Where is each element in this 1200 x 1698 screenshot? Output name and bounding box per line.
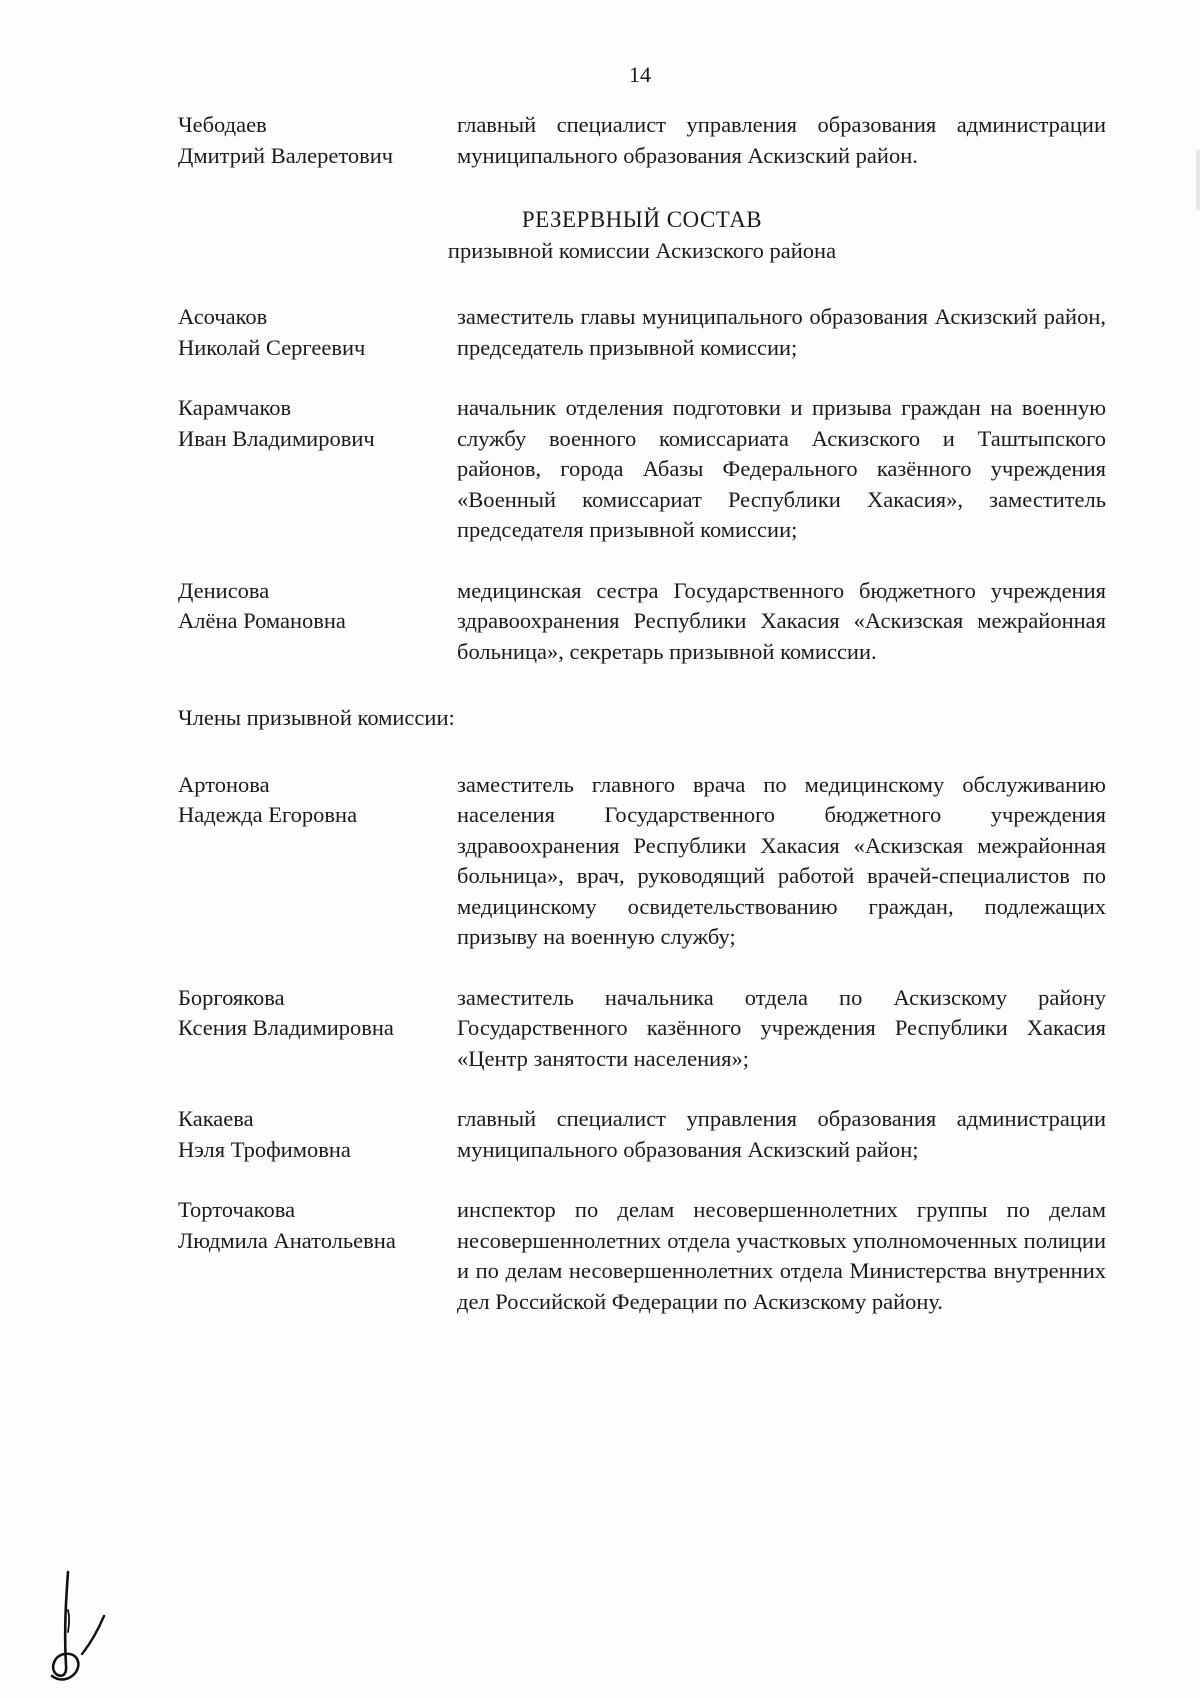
person-entry bbox=[178, 770, 1106, 953]
person-name bbox=[178, 576, 457, 668]
position-description: заместитель главного врача по медицинскому обслуживанию населения Государственного бюджетного учреждения здравоохранения Республики Хакасия «Аскизская межрайонная больница», врач, руководящий работой врачей-специалистов по медицинскому освидетельствованию граждан, подлежащих призыву на военную службу; bbox=[457, 771, 1106, 949]
given-names: Ксения Владимировна bbox=[178, 1015, 394, 1040]
members-label: Члены призывной комиссии: bbox=[178, 705, 455, 730]
surname: Артонова bbox=[178, 771, 270, 797]
given-names: Надежда Егоровна bbox=[178, 802, 358, 827]
position-description: начальник отделения подготовки и призыва граждан на военную службу военного комиссариата Аскизского и Таштыпского районов, города Абазы Федерального казённого учреждения «Военный комиссариат Республики Хакасия», заместитель председателя призывной комиссии; bbox=[457, 395, 1106, 542]
person-name bbox=[178, 1195, 457, 1317]
position-description: главный специалист управления образования администрации муниципального образования Аскизский район. bbox=[457, 112, 1106, 168]
surname: Денисова bbox=[178, 577, 270, 603]
given-names: Людмила Анатольевна bbox=[178, 1227, 396, 1253]
person-entry bbox=[178, 1104, 1106, 1165]
surname: Асочаков bbox=[178, 304, 268, 329]
section-heading bbox=[178, 205, 1106, 266]
surname: Карамчаков bbox=[178, 395, 292, 420]
surname: Боргоякова bbox=[178, 984, 285, 1010]
person-entry bbox=[178, 1195, 1106, 1317]
given-names: Алёна Романовна bbox=[178, 608, 346, 633]
position-description: главный специалист управления образования администрации муниципального образования Аскизский район; bbox=[457, 1106, 1106, 1162]
given-names: Николай Сергеевич bbox=[178, 334, 366, 360]
position-description: заместитель главы муниципального образования Аскизский район, председатель призывной комиссии; bbox=[457, 304, 1106, 360]
page-number: 14 bbox=[629, 62, 651, 87]
document-body bbox=[178, 110, 1106, 1317]
person-entry bbox=[178, 110, 1106, 171]
given-names: Иван Владимирович bbox=[178, 425, 375, 451]
person-name bbox=[178, 302, 457, 363]
person-name bbox=[178, 1104, 457, 1165]
given-names: Нэля Трофимовна bbox=[178, 1136, 351, 1162]
person-entry bbox=[178, 576, 1106, 668]
person-entry bbox=[178, 393, 1106, 546]
heading-title: РЕЗЕРВНЫЙ СОСТАВ bbox=[521, 207, 763, 232]
person-name bbox=[178, 393, 457, 546]
position-description: заместитель начальника отдела по Аскизскому району Государственного казённого учреждения Республики Хакасия «Центр занятости населения»; bbox=[457, 984, 1106, 1071]
surname: Торточакова bbox=[178, 1197, 296, 1222]
position-description: медицинская сестра Государственного бюджетного учреждения здравоохранения Республики Хакасия «Аскизская межрайонная больница», секретарь призывной комиссии. bbox=[457, 577, 1106, 664]
person-name bbox=[178, 770, 457, 953]
handwritten-signature bbox=[46, 1570, 136, 1690]
given-names: Дмитрий Валеретович bbox=[178, 142, 394, 168]
position-description: инспектор по делам несовершеннолетних группы по делам несовершеннолетних отдела участковых уполномоченных полиции и по делам несовершеннолетних отдела Министерства внутренних дел Российской Федерации по Аскизскому району. bbox=[457, 1197, 1106, 1314]
surname: Какаева bbox=[178, 1106, 254, 1131]
person-name bbox=[178, 983, 457, 1075]
heading-subtitle: призывной комиссии Аскизского района bbox=[447, 237, 837, 263]
scan-edge-artifact bbox=[1196, 150, 1200, 210]
person-entry bbox=[178, 302, 1106, 363]
person-name bbox=[178, 110, 457, 171]
person-entry bbox=[178, 983, 1106, 1075]
surname: Чебодаев bbox=[178, 112, 267, 137]
